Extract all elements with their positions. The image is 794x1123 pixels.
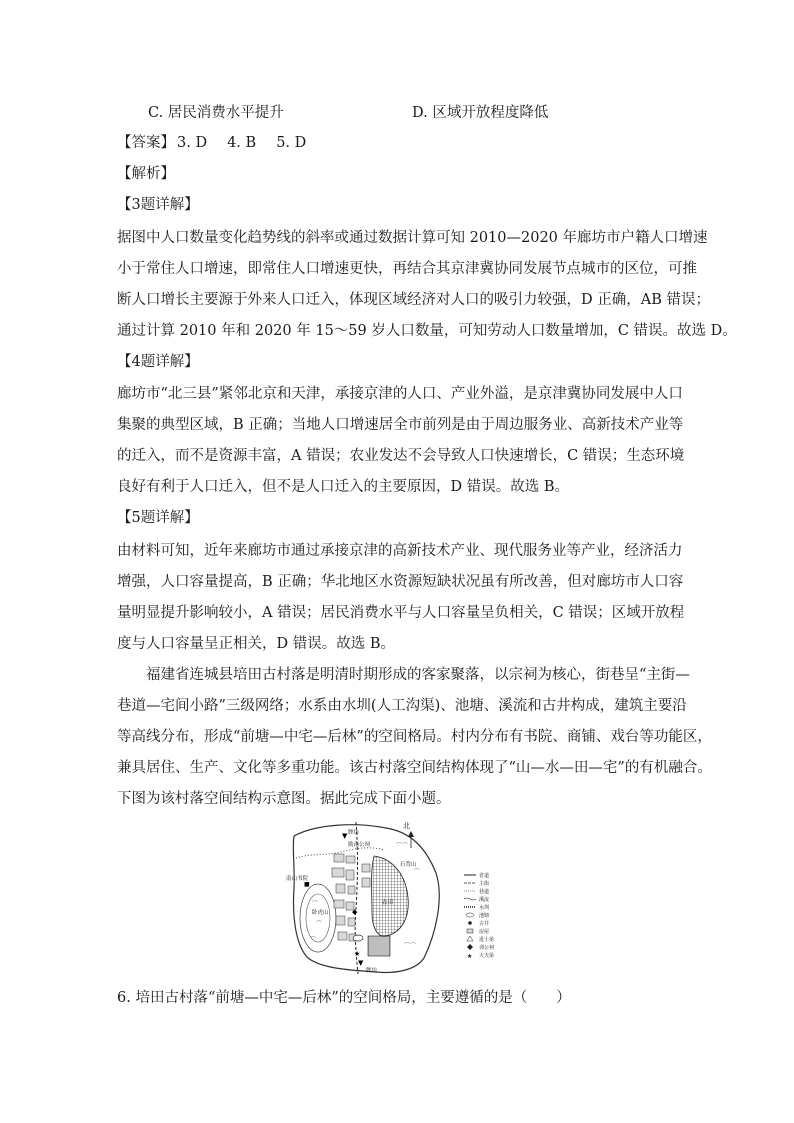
option-d: D. 区域开放程度降低 <box>412 105 549 121</box>
q5-line: 度与人口容量呈正相关，D 错误。故选 B。 <box>117 636 395 652</box>
option-c: C. 居民消费水平提升 <box>148 105 284 121</box>
ci-marker: ◆ <box>352 908 358 916</box>
map-label-hushan: 卧虎山 <box>312 910 329 916</box>
legend-label: 古井 <box>479 921 490 927</box>
svg-text:★: ★ <box>467 953 473 960</box>
map-label-paifang: 牌坊 <box>348 830 360 836</box>
house-cluster <box>332 854 370 941</box>
passage-line: 兼具居住、生产、文化等多重功能。该古村落空间结构体现了“山—水—田—宅”的有机融合。 <box>117 760 712 776</box>
legend-label: 巷道 <box>479 889 490 895</box>
q3-heading: 【3题详解】 <box>117 197 199 213</box>
passage-line: 巷道—宅间小路”三级网络；水系由水圳(人工沟渠)、池塘、溪流和古井构成，建筑主要沿 <box>117 698 687 714</box>
q4-line: 集聚的典型区域，B 正确；当地人口增速居全市前列是由于周边服务业、高新技术产业等 <box>117 417 684 433</box>
dafudi-marker: ★ <box>354 950 361 958</box>
legend-label: 水圳 <box>479 905 490 911</box>
q5-heading: 【5题详解】 <box>117 510 199 526</box>
paifang-marker: ▼ <box>358 959 364 967</box>
q5-line: 由材料可知，近年来廊坊市通过承接京津的高新技术产业、现代服务业等产业，经济活力 <box>117 543 683 559</box>
legend-label: 省道 <box>479 873 490 879</box>
academy-marker: ■ <box>304 881 310 888</box>
legend-label: 进士第 <box>479 937 495 943</box>
q4-line: 的迁入，而不是资源丰富，A 错误；农业发达不会导致人口快速增长，C 错误；生态环境 <box>117 448 685 464</box>
legend-label: 溪流 <box>479 897 490 903</box>
map-label-ci: 励南公祠 <box>348 842 371 848</box>
answer-label: 【答案】 <box>117 135 175 151</box>
farmland-area <box>372 856 409 936</box>
passage-line: 等高线分布，形成“前塘—中宅—后林”的空间格局。村内分布有书院、商铺、戏台等功能区， <box>117 729 712 745</box>
legend-label: 大夫第 <box>479 953 495 959</box>
map-label-nongtian: 农田 <box>382 900 394 906</box>
legend-label: 池塘 <box>479 913 490 919</box>
map-legend <box>464 872 494 960</box>
svg-text:⌒: ⌒ <box>414 869 421 876</box>
svg-text:⌒⌒: ⌒⌒ <box>404 943 417 950</box>
pond <box>353 935 363 941</box>
legend-label: 主街 <box>479 881 490 887</box>
q3-line: 据图中人口数量变化趋势线的斜率或通过数据计算可知 2010—2020 年廊坊市户籍人口增速 <box>117 230 708 246</box>
passage-line: 下图为该村落空间结构示意图。据此完成下面小题。 <box>117 791 451 807</box>
north-label: 北 <box>403 822 410 830</box>
q4-line: 廊坊市“北三县”紧邻北京和天津，承接京津的人口、产业外溢，是京津冀协同发展中人口 <box>117 386 683 402</box>
question-6: 6. 培田古村落“前塘—中宅—后林”的空间格局，主要遵循的是（ ） <box>117 990 571 1006</box>
farmland-strip <box>368 936 390 956</box>
q5-line: 量明显提升影响较小，A 错误；居民消费水平与人口容量呈负相关，C 错误；区域开放程 <box>117 605 685 621</box>
q3-line: 通过计算 2010 年和 2020 年 15～59 岁人口数量，可知劳动人口数量增加，C 错误。故选 D。 <box>117 323 737 339</box>
paifang-marker: ▼ <box>342 832 348 840</box>
passage-line: 福建省连城县培田古村落是明清时期形成的客家聚落，以宗祠为核心，街巷呈“主街— <box>146 667 690 683</box>
q4-heading: 【4题详解】 <box>117 354 199 370</box>
map-label-shibeishan: 石背山 <box>400 862 417 868</box>
answer-item: 5. D <box>276 135 307 151</box>
analysis-label: 【解析】 <box>117 166 175 182</box>
q3-line: 断人口增长主要源于外来人口迁入，体现区域经济对人口的吸引力较强，D 正确，AB 错误； <box>117 292 710 308</box>
svg-text:⌒: ⌒ <box>310 937 317 944</box>
map-label-paifang-bottom: 牌坊 <box>366 968 378 974</box>
legend-label: 训公祠 <box>479 945 495 951</box>
svg-text:⌒: ⌒ <box>316 921 323 928</box>
answer-item: 4. B <box>227 135 257 151</box>
svg-text:⌒⌒: ⌒⌒ <box>396 843 409 850</box>
answer-item: 3. D <box>177 135 208 151</box>
legend-label: 房屋 <box>479 929 490 935</box>
svg-text:⌒: ⌒ <box>312 901 319 908</box>
answer-row <box>117 133 326 153</box>
q3-line: 小于常住人口增速，即常住人口增速更快，再结合其京津冀协同发展节点城市的区位，可推 <box>117 261 697 277</box>
village-map-figure <box>286 818 511 978</box>
q4-line: 良好有利于人口迁入，但不是人口迁入的主要原因，D 错误。故选 B。 <box>117 479 569 495</box>
map-label-nanshan: 南山书院 <box>286 876 309 882</box>
q5-line: 增强，人口容量提高，B 正确；华北地区水资源短缺状况虽有所改善，但对廊坊市人口容 <box>117 574 684 590</box>
